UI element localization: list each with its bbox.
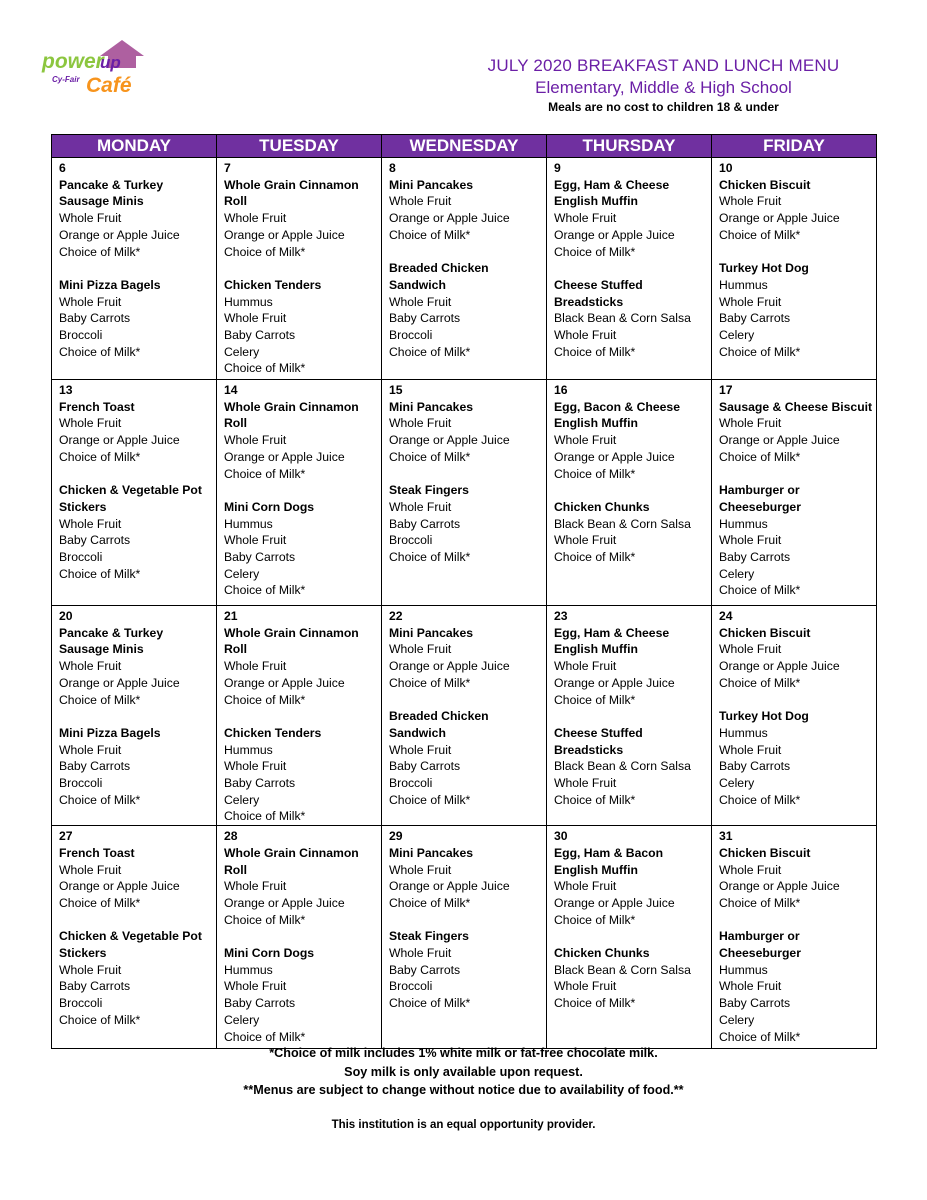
breakfast-item: Whole Fruit bbox=[59, 659, 122, 674]
breakfast-item: Orange or Apple Juice bbox=[719, 879, 840, 894]
lunch-entree: Chicken Tenders bbox=[224, 725, 322, 740]
breakfast-item: Choice of Milk* bbox=[389, 675, 471, 690]
breakfast-entree: Whole Grain Cinnamon Roll bbox=[224, 845, 359, 877]
lunch-item: Choice of Milk* bbox=[389, 792, 471, 807]
week-row bbox=[52, 606, 877, 826]
lunch-entree: Chicken Chunks bbox=[554, 946, 650, 961]
breakfast-entree: Mini Pancakes bbox=[389, 177, 473, 192]
lunch-entree: Chicken Tenders bbox=[224, 277, 322, 292]
lunch-item: Whole Fruit bbox=[224, 759, 287, 774]
meal-spacer bbox=[224, 928, 378, 945]
day-number: 21 bbox=[224, 609, 238, 623]
soy-note: Soy milk is only available upon request. bbox=[344, 1065, 583, 1079]
breakfast-item: Orange or Apple Juice bbox=[554, 675, 675, 690]
column-thursday: THURSDAY bbox=[547, 135, 712, 158]
meal-spacer bbox=[389, 912, 543, 929]
lunch-item: Baby Carrots bbox=[389, 962, 461, 977]
breakfast-item: Whole Fruit bbox=[554, 433, 617, 448]
powerup-cafe-logo bbox=[40, 38, 150, 100]
day-number: 10 bbox=[719, 161, 733, 175]
meal-spacer bbox=[719, 466, 873, 483]
column-wednesday: WEDNESDAY bbox=[382, 135, 547, 158]
day-cell bbox=[712, 380, 877, 606]
day-cell bbox=[712, 158, 877, 380]
svg-text:power: power bbox=[42, 50, 104, 73]
breakfast-entree: Chicken Biscuit bbox=[719, 845, 811, 860]
menu-subtitle: Elementary, Middle & High School bbox=[535, 78, 792, 97]
breakfast-entree: Whole Grain Cinnamon Roll bbox=[224, 399, 359, 431]
lunch-item: Broccoli bbox=[389, 328, 433, 343]
lunch-item: Whole Fruit bbox=[554, 328, 617, 343]
lunch-item: Choice of Milk* bbox=[59, 344, 141, 359]
lunch-item: Whole Fruit bbox=[59, 516, 122, 531]
lunch-entree: Mini Pizza Bagels bbox=[59, 277, 161, 292]
lunch-item: Celery bbox=[719, 776, 755, 791]
lunch-item: Baby Carrots bbox=[224, 996, 296, 1011]
svg-text:Cy-Fair: Cy-Fair bbox=[52, 75, 80, 84]
breakfast-item: Whole Fruit bbox=[59, 862, 122, 877]
lunch-item: Whole Fruit bbox=[389, 742, 452, 757]
day-cell bbox=[712, 826, 877, 1049]
meal-spacer bbox=[554, 260, 708, 277]
column-monday: MONDAY bbox=[52, 135, 217, 158]
day-number: 29 bbox=[389, 829, 403, 844]
lunch-item: Baby Carrots bbox=[59, 533, 131, 548]
meal-spacer bbox=[719, 692, 873, 709]
lunch-item: Choice of Milk* bbox=[59, 792, 141, 807]
day-number: 15 bbox=[389, 383, 403, 397]
day-cell bbox=[382, 158, 547, 380]
lunch-item: Choice of Milk* bbox=[554, 792, 636, 807]
lunch-item: Choice of Milk* bbox=[224, 361, 306, 376]
breakfast-item: Orange or Apple Juice bbox=[389, 659, 510, 674]
breakfast-item: Choice of Milk* bbox=[389, 227, 471, 242]
breakfast-item: Choice of Milk* bbox=[224, 912, 306, 927]
breakfast-item: Choice of Milk* bbox=[389, 895, 471, 910]
lunch-item: Black Bean & Corn Salsa bbox=[554, 311, 691, 326]
day-cell bbox=[52, 380, 217, 606]
lunch-item: Hummus bbox=[719, 516, 768, 531]
lunch-item: Choice of Milk* bbox=[719, 792, 801, 807]
day-cell bbox=[382, 380, 547, 606]
lunch-item: Broccoli bbox=[59, 776, 103, 791]
breakfast-entree: Pancake & Turkey Sausage Minis bbox=[59, 177, 164, 209]
day-number: 17 bbox=[719, 383, 733, 397]
lunch-item: Baby Carrots bbox=[719, 550, 791, 565]
week-row bbox=[52, 826, 877, 1049]
lunch-item: Whole Fruit bbox=[389, 294, 452, 309]
lunch-item: Whole Fruit bbox=[389, 946, 452, 961]
milk-note: *Choice of milk includes 1% white milk or fat-free chocolate milk. bbox=[269, 1046, 658, 1060]
lunch-item: Whole Fruit bbox=[719, 533, 782, 548]
lunch-item: Whole Fruit bbox=[719, 742, 782, 757]
lunch-item: Choice of Milk* bbox=[554, 550, 636, 565]
day-cell bbox=[217, 158, 382, 380]
breakfast-entree: French Toast bbox=[59, 399, 135, 414]
lunch-item: Choice of Milk* bbox=[59, 566, 141, 581]
day-number: 16 bbox=[554, 383, 568, 397]
svg-text:up: up bbox=[100, 53, 121, 72]
lunch-item: Celery bbox=[719, 1012, 755, 1027]
meal-spacer bbox=[59, 912, 213, 929]
breakfast-item: Orange or Apple Juice bbox=[389, 211, 510, 226]
breakfast-entree: Whole Grain Cinnamon Roll bbox=[224, 625, 359, 657]
lunch-entree: Breaded Chicken Sandwich bbox=[389, 709, 489, 740]
lunch-item: Hummus bbox=[224, 294, 273, 309]
breakfast-item: Choice of Milk* bbox=[719, 895, 801, 910]
lunch-item: Celery bbox=[224, 566, 260, 581]
lunch-item: Celery bbox=[224, 344, 260, 359]
breakfast-item: Whole Fruit bbox=[719, 194, 782, 209]
breakfast-entree: Mini Pancakes bbox=[389, 845, 473, 860]
breakfast-item: Choice of Milk* bbox=[554, 244, 636, 259]
day-cell bbox=[547, 826, 712, 1049]
svg-text:Café: Café bbox=[86, 74, 132, 97]
lunch-entree: Mini Corn Dogs bbox=[224, 946, 315, 961]
meal-spacer bbox=[389, 466, 543, 483]
breakfast-item: Choice of Milk* bbox=[224, 244, 306, 259]
day-cell bbox=[382, 826, 547, 1049]
lunch-entree: Hamburger or Cheeseburger bbox=[719, 483, 801, 514]
lunch-item: Baby Carrots bbox=[59, 979, 131, 994]
day-cell bbox=[52, 158, 217, 380]
meal-spacer bbox=[554, 482, 708, 499]
day-cell bbox=[52, 826, 217, 1049]
lunch-item: Broccoli bbox=[389, 533, 433, 548]
column-friday: FRIDAY bbox=[712, 135, 877, 158]
lunch-item: Broccoli bbox=[59, 550, 103, 565]
lunch-item: Baby Carrots bbox=[224, 550, 296, 565]
meal-spacer bbox=[719, 244, 873, 261]
breakfast-item: Choice of Milk* bbox=[719, 675, 801, 690]
lunch-entree: Mini Corn Dogs bbox=[224, 499, 315, 514]
breakfast-item: Orange or Apple Juice bbox=[224, 675, 345, 690]
lunch-item: Choice of Milk* bbox=[389, 996, 471, 1011]
lunch-item: Baby Carrots bbox=[59, 311, 131, 326]
breakfast-entree: Chicken Biscuit bbox=[719, 177, 811, 192]
breakfast-entree: French Toast bbox=[59, 845, 135, 860]
meal-spacer bbox=[554, 708, 708, 725]
breakfast-item: Whole Fruit bbox=[59, 416, 122, 431]
breakfast-item: Whole Fruit bbox=[224, 211, 287, 226]
lunch-item: Broccoli bbox=[389, 979, 433, 994]
breakfast-item: Orange or Apple Juice bbox=[389, 433, 510, 448]
lunch-item: Baby Carrots bbox=[224, 776, 296, 791]
meal-spacer bbox=[719, 912, 873, 929]
breakfast-entree: Egg, Ham & Bacon English Muffin bbox=[554, 845, 664, 877]
day-number: 23 bbox=[554, 609, 568, 623]
lunch-item: Hummus bbox=[719, 277, 768, 292]
lunch-item: Celery bbox=[224, 792, 260, 807]
day-cell bbox=[217, 826, 382, 1049]
week-row bbox=[52, 158, 877, 380]
breakfast-item: Choice of Milk* bbox=[554, 692, 636, 707]
lunch-item: Choice of Milk* bbox=[554, 996, 636, 1011]
breakfast-item: Choice of Milk* bbox=[719, 449, 801, 464]
lunch-entree: Steak Fingers bbox=[389, 483, 469, 498]
day-number: 31 bbox=[719, 829, 733, 844]
lunch-item: Whole Fruit bbox=[554, 776, 617, 791]
breakfast-item: Orange or Apple Juice bbox=[224, 449, 345, 464]
lunch-item: Choice of Milk* bbox=[59, 1012, 141, 1027]
lunch-item: Broccoli bbox=[59, 996, 103, 1011]
meal-spacer bbox=[59, 260, 213, 277]
lunch-item: Choice of Milk* bbox=[224, 1029, 306, 1044]
lunch-item: Hummus bbox=[719, 962, 768, 977]
breakfast-item: Choice of Milk* bbox=[389, 449, 471, 464]
lunch-item: Whole Fruit bbox=[59, 742, 122, 757]
breakfast-item: Orange or Apple Juice bbox=[554, 449, 675, 464]
day-number: 14 bbox=[224, 383, 238, 397]
breakfast-entree: Egg, Ham & Cheese English Muffin bbox=[554, 177, 670, 209]
breakfast-item: Choice of Milk* bbox=[554, 912, 636, 927]
lunch-item: Choice of Milk* bbox=[389, 550, 471, 565]
lunch-item: Whole Fruit bbox=[719, 979, 782, 994]
breakfast-item: Orange or Apple Juice bbox=[59, 879, 180, 894]
lunch-item: Hummus bbox=[224, 962, 273, 977]
day-cell bbox=[547, 606, 712, 826]
breakfast-item: Choice of Milk* bbox=[224, 466, 306, 481]
lunch-item: Choice of Milk* bbox=[719, 583, 801, 598]
day-number: 9 bbox=[554, 161, 561, 175]
breakfast-entree: Egg, Bacon & Cheese English Muffin bbox=[554, 399, 680, 431]
day-number: 13 bbox=[59, 383, 73, 397]
menu-calendar bbox=[51, 134, 877, 1049]
lunch-item: Baby Carrots bbox=[389, 516, 461, 531]
lunch-item: Whole Fruit bbox=[719, 294, 782, 309]
breakfast-item: Whole Fruit bbox=[59, 211, 122, 226]
lunch-entree: Cheese Stuffed Breadsticks bbox=[554, 725, 643, 757]
lunch-item: Hummus bbox=[719, 725, 768, 740]
breakfast-item: Orange or Apple Juice bbox=[719, 211, 840, 226]
breakfast-item: Choice of Milk* bbox=[59, 449, 141, 464]
lunch-item: Whole Fruit bbox=[59, 294, 122, 309]
breakfast-item: Orange or Apple Juice bbox=[554, 227, 675, 242]
week-row bbox=[52, 380, 877, 606]
breakfast-item: Choice of Milk* bbox=[719, 227, 801, 242]
breakfast-item: Choice of Milk* bbox=[554, 466, 636, 481]
lunch-item: Baby Carrots bbox=[224, 328, 296, 343]
lunch-item: Broccoli bbox=[59, 328, 103, 343]
breakfast-item: Orange or Apple Juice bbox=[389, 879, 510, 894]
lunch-item: Whole Fruit bbox=[224, 311, 287, 326]
day-cell bbox=[547, 380, 712, 606]
lunch-entree: Chicken & Vegetable Pot Stickers bbox=[59, 483, 202, 514]
breakfast-item: Whole Fruit bbox=[719, 642, 782, 657]
day-cell bbox=[217, 606, 382, 826]
lunch-item: Broccoli bbox=[389, 776, 433, 791]
lunch-item: Choice of Milk* bbox=[719, 344, 801, 359]
breakfast-item: Whole Fruit bbox=[224, 433, 287, 448]
day-cell bbox=[382, 606, 547, 826]
breakfast-item: Orange or Apple Juice bbox=[224, 895, 345, 910]
meal-spacer bbox=[389, 692, 543, 709]
lunch-entree: Turkey Hot Dog bbox=[719, 709, 809, 724]
breakfast-item: Whole Fruit bbox=[389, 416, 452, 431]
breakfast-item: Whole Fruit bbox=[719, 862, 782, 877]
lunch-entree: Breaded Chicken Sandwich bbox=[389, 261, 489, 292]
lunch-item: Whole Fruit bbox=[554, 533, 617, 548]
meal-spacer bbox=[224, 260, 378, 277]
lunch-item: Choice of Milk* bbox=[554, 344, 636, 359]
lunch-item: Baby Carrots bbox=[389, 759, 461, 774]
meal-spacer bbox=[224, 708, 378, 725]
meal-spacer bbox=[554, 928, 708, 945]
breakfast-item: Choice of Milk* bbox=[59, 895, 141, 910]
lunch-item: Celery bbox=[719, 328, 755, 343]
lunch-entree: Cheese Stuffed Breadsticks bbox=[554, 277, 643, 309]
lunch-entree: Chicken & Vegetable Pot Stickers bbox=[59, 929, 202, 961]
breakfast-entree: Chicken Biscuit bbox=[719, 625, 811, 640]
day-number: 7 bbox=[224, 161, 231, 175]
meal-spacer bbox=[59, 466, 213, 483]
lunch-entree: Mini Pizza Bagels bbox=[59, 725, 161, 740]
breakfast-item: Whole Fruit bbox=[389, 862, 452, 877]
lunch-entree: Hamburger or Cheeseburger bbox=[719, 929, 801, 961]
meal-spacer bbox=[389, 244, 543, 261]
breakfast-item: Orange or Apple Juice bbox=[59, 433, 180, 448]
breakfast-item: Whole Fruit bbox=[224, 879, 287, 894]
lunch-item: Choice of Milk* bbox=[389, 344, 471, 359]
meal-spacer bbox=[59, 708, 213, 725]
lunch-item: Black Bean & Corn Salsa bbox=[554, 759, 691, 774]
day-number: 20 bbox=[59, 609, 73, 623]
lunch-item: Baby Carrots bbox=[59, 759, 131, 774]
breakfast-item: Whole Fruit bbox=[554, 879, 617, 894]
lunch-item: Black Bean & Corn Salsa bbox=[554, 516, 691, 531]
day-number: 6 bbox=[59, 161, 66, 175]
breakfast-item: Orange or Apple Juice bbox=[719, 659, 840, 674]
equal-opportunity-note: This institution is an equal opportunity provider. bbox=[331, 1119, 596, 1131]
lunch-item: Choice of Milk* bbox=[719, 1029, 801, 1044]
lunch-item: Choice of Milk* bbox=[224, 809, 306, 824]
lunch-entree: Turkey Hot Dog bbox=[719, 261, 809, 276]
day-number: 8 bbox=[389, 161, 396, 175]
lunch-item: Hummus bbox=[224, 742, 273, 757]
lunch-item: Black Bean & Corn Salsa bbox=[554, 962, 691, 977]
day-cell bbox=[52, 606, 217, 826]
day-number: 30 bbox=[554, 829, 568, 844]
breakfast-entree: Mini Pancakes bbox=[389, 625, 473, 640]
lunch-item: Baby Carrots bbox=[719, 311, 791, 326]
breakfast-item: Whole Fruit bbox=[554, 211, 617, 226]
breakfast-entree: Mini Pancakes bbox=[389, 399, 473, 414]
lunch-item: Baby Carrots bbox=[389, 311, 461, 326]
lunch-item: Celery bbox=[719, 566, 755, 581]
day-cell bbox=[217, 380, 382, 606]
day-number: 27 bbox=[59, 829, 73, 844]
lunch-item: Baby Carrots bbox=[719, 759, 791, 774]
breakfast-item: Orange or Apple Juice bbox=[59, 675, 180, 690]
lunch-entree: Chicken Chunks bbox=[554, 499, 650, 514]
breakfast-item: Whole Fruit bbox=[224, 659, 287, 674]
lunch-item: Whole Fruit bbox=[59, 962, 122, 977]
lunch-item: Whole Fruit bbox=[389, 499, 452, 514]
menu-title: JULY 2020 BREAKFAST AND LUNCH MENU bbox=[487, 56, 840, 75]
breakfast-item: Choice of Milk* bbox=[224, 692, 306, 707]
breakfast-entree: Sausage & Cheese Biscuit bbox=[719, 399, 873, 414]
breakfast-item: Choice of Milk* bbox=[59, 692, 141, 707]
lunch-entree: Steak Fingers bbox=[389, 929, 469, 944]
day-number: 22 bbox=[389, 609, 403, 623]
breakfast-item: Whole Fruit bbox=[554, 659, 617, 674]
lunch-item: Baby Carrots bbox=[719, 996, 791, 1011]
weekday-header-row bbox=[52, 135, 877, 158]
breakfast-entree: Whole Grain Cinnamon Roll bbox=[224, 177, 359, 209]
lunch-item: Whole Fruit bbox=[224, 533, 287, 548]
day-number: 24 bbox=[719, 609, 733, 623]
day-cell bbox=[547, 158, 712, 380]
lunch-item: Choice of Milk* bbox=[224, 583, 306, 598]
lunch-item: Celery bbox=[224, 1012, 260, 1027]
breakfast-item: Whole Fruit bbox=[389, 642, 452, 657]
lunch-item: Whole Fruit bbox=[224, 979, 287, 994]
column-tuesday: TUESDAY bbox=[217, 135, 382, 158]
change-note: **Menus are subject to change without notice due to availability of food.** bbox=[243, 1083, 684, 1097]
breakfast-item: Choice of Milk* bbox=[59, 244, 141, 259]
breakfast-item: Orange or Apple Juice bbox=[59, 227, 180, 242]
day-cell bbox=[712, 606, 877, 826]
breakfast-item: Orange or Apple Juice bbox=[554, 895, 675, 910]
breakfast-item: Whole Fruit bbox=[719, 416, 782, 431]
day-number: 28 bbox=[224, 829, 238, 844]
breakfast-item: Whole Fruit bbox=[389, 194, 452, 209]
cost-note: Meals are no cost to children 18 & under bbox=[548, 100, 779, 114]
breakfast-item: Orange or Apple Juice bbox=[719, 433, 840, 448]
meal-spacer bbox=[224, 482, 378, 499]
breakfast-entree: Egg, Ham & Cheese English Muffin bbox=[554, 625, 670, 657]
lunch-item: Hummus bbox=[224, 516, 273, 531]
breakfast-entree: Pancake & Turkey Sausage Minis bbox=[59, 625, 164, 657]
breakfast-item: Orange or Apple Juice bbox=[224, 227, 345, 242]
lunch-item: Whole Fruit bbox=[554, 979, 617, 994]
